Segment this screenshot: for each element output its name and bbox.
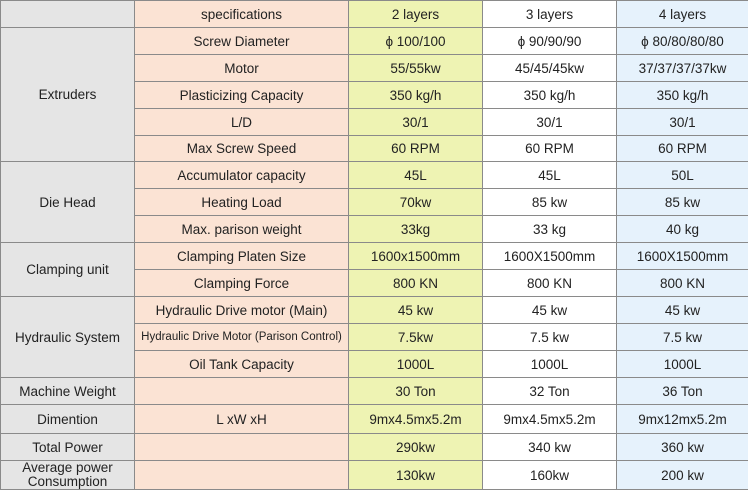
cell-2-layers: 130kw <box>349 461 483 490</box>
row-label <box>135 378 349 405</box>
cell-2-layers: 800 KN <box>349 270 483 297</box>
cell-2-layers: 33kg <box>349 216 483 243</box>
cell-3-layers: 30/1 <box>483 109 617 136</box>
cell-4-layers: 7.5 kw <box>617 324 748 351</box>
header-2-layers: 2 layers <box>349 1 483 28</box>
cell-2-layers: 45 kw <box>349 297 483 324</box>
table-row <box>1 378 748 405</box>
row-label: Max Screw Speed <box>135 136 349 162</box>
row-label: Heating Load <box>135 189 349 216</box>
cell-4-layers: 800 KN <box>617 270 748 297</box>
table-row <box>1 243 748 270</box>
cell-2-layers: ϕ 100/100 <box>349 28 483 55</box>
row-label: Clamping Force <box>135 270 349 297</box>
cell-3-layers: 33 kg <box>483 216 617 243</box>
cell-3-layers: 45L <box>483 162 617 189</box>
cell-3-layers: 1600X1500mm <box>483 243 617 270</box>
row-label: Clamping Platen Size <box>135 243 349 270</box>
group-clamping-unit: Clamping unit <box>1 243 135 297</box>
group-die-head: Die Head <box>1 162 135 243</box>
cell-3-layers: 85 kw <box>483 189 617 216</box>
cell-2-layers: 290kw <box>349 434 483 461</box>
cell-3-layers: 800 KN <box>483 270 617 297</box>
cell-2-layers: 60 RPM <box>349 136 483 162</box>
cell-3-layers: 60 RPM <box>483 136 617 162</box>
row-label <box>135 461 349 490</box>
row-label: Hydraulic Drive Motor (Parison Control) <box>135 324 349 351</box>
cell-2-layers: 30/1 <box>349 109 483 136</box>
cell-4-layers: 37/37/37/37kw <box>617 55 748 82</box>
cell-4-layers: 360 kw <box>617 434 748 461</box>
cell-4-layers: 60 RPM <box>617 136 748 162</box>
group-line-1: Average power <box>22 461 113 476</box>
cell-3-layers: 340 kw <box>483 434 617 461</box>
cell-2-layers: 1600x1500mm <box>349 243 483 270</box>
row-label: Motor <box>135 55 349 82</box>
table-row <box>1 297 748 324</box>
group-total-power: Total Power <box>1 434 135 461</box>
row-label: L/D <box>135 109 349 136</box>
cell-4-layers: 1600X1500mm <box>617 243 748 270</box>
table-header-row <box>1 1 748 28</box>
row-label: Plasticizing Capacity <box>135 82 349 109</box>
cell-3-layers: 45 kw <box>483 297 617 324</box>
cell-4-layers: 9mx12mx5.2m <box>617 405 748 434</box>
cell-3-layers: 9mx4.5mx5.2m <box>483 405 617 434</box>
cell-2-layers: 45L <box>349 162 483 189</box>
cell-4-layers: 30/1 <box>617 109 748 136</box>
cell-4-layers: 200 kw <box>617 461 748 490</box>
header-blank-cell <box>1 1 135 28</box>
row-label: L xW xH <box>135 405 349 434</box>
group-line-2: Consumption <box>28 474 108 489</box>
group-hydraulic-system: Hydraulic System <box>1 297 135 378</box>
table-row <box>1 434 748 461</box>
cell-4-layers: 85 kw <box>617 189 748 216</box>
cell-2-layers: 1000L <box>349 351 483 378</box>
cell-2-layers: 350 kg/h <box>349 82 483 109</box>
group-average-power-consumption <box>1 461 135 490</box>
row-label <box>135 434 349 461</box>
cell-4-layers: 45 kw <box>617 297 748 324</box>
row-label: Screw Diameter <box>135 28 349 55</box>
row-label: Accumulator capacity <box>135 162 349 189</box>
cell-2-layers: 30 Ton <box>349 378 483 405</box>
table-row <box>1 461 748 490</box>
cell-3-layers: 7.5 kw <box>483 324 617 351</box>
row-label: Oil Tank Capacity <box>135 351 349 378</box>
header-3-layers: 3 layers <box>483 1 617 28</box>
cell-4-layers: 40 kg <box>617 216 748 243</box>
cell-3-layers: 1000L <box>483 351 617 378</box>
header-4-layers: 4 layers <box>617 1 748 28</box>
header-specifications: specifications <box>135 1 349 28</box>
cell-3-layers: 32 Ton <box>483 378 617 405</box>
cell-3-layers: 45/45/45kw <box>483 55 617 82</box>
cell-3-layers: 350 kg/h <box>483 82 617 109</box>
cell-4-layers: 36 Ton <box>617 378 748 405</box>
group-dimention: Dimention <box>1 405 135 434</box>
cell-2-layers: 70kw <box>349 189 483 216</box>
cell-4-layers: 1000L <box>617 351 748 378</box>
row-label: Max. parison weight <box>135 216 349 243</box>
group-extruders: Extruders <box>1 28 135 162</box>
cell-3-layers: ϕ 90/90/90 <box>483 28 617 55</box>
table-row <box>1 405 748 434</box>
table-row <box>1 28 748 55</box>
cell-4-layers: ϕ 80/80/80/80 <box>617 28 748 55</box>
cell-3-layers: 160kw <box>483 461 617 490</box>
table-row <box>1 162 748 189</box>
cell-2-layers: 9mx4.5mx5.2m <box>349 405 483 434</box>
cell-2-layers: 7.5kw <box>349 324 483 351</box>
cell-2-layers: 55/55kw <box>349 55 483 82</box>
group-machine-weight: Machine Weight <box>1 378 135 405</box>
row-label: Hydraulic Drive motor (Main) <box>135 297 349 324</box>
cell-4-layers: 50L <box>617 162 748 189</box>
cell-4-layers: 350 kg/h <box>617 82 748 109</box>
